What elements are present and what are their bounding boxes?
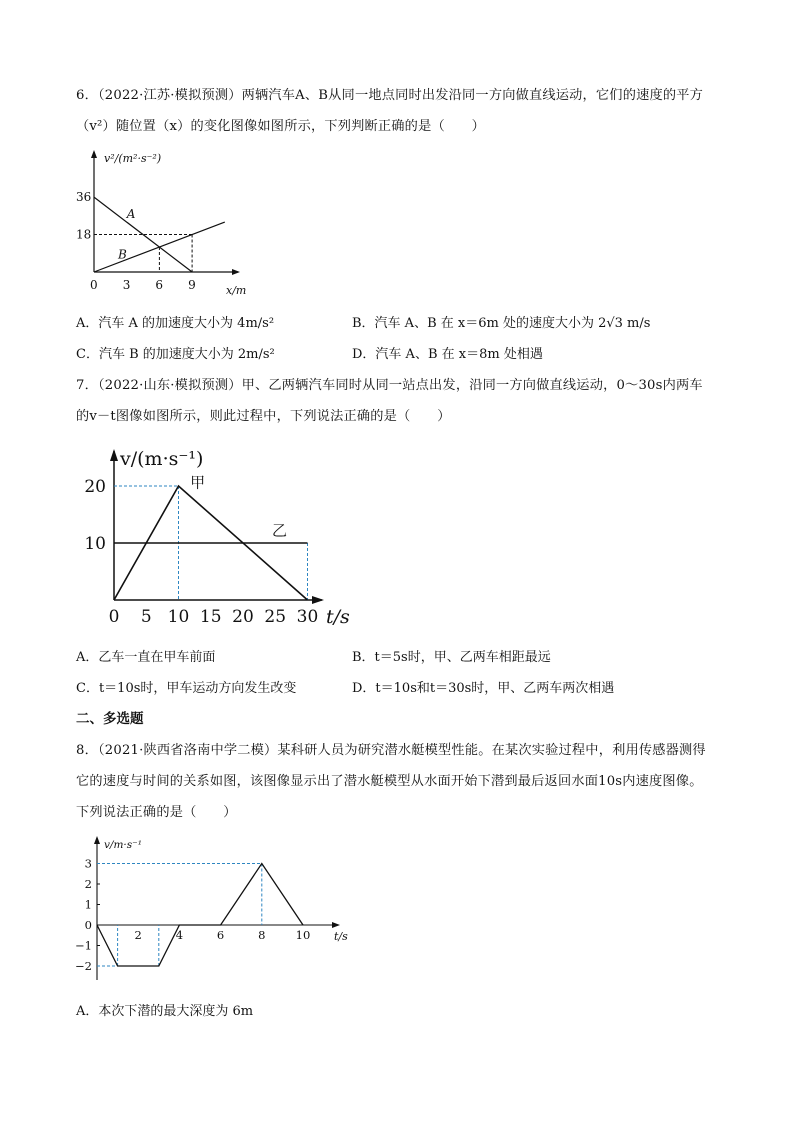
y-tick-3: 3: [84, 856, 92, 871]
x-tick-5: 5: [140, 607, 152, 627]
x-axis-label: t/s: [334, 930, 348, 943]
series-line-velocity: [97, 864, 303, 967]
y-tick-0: 0: [84, 918, 92, 932]
x-tick-20: 20: [232, 607, 254, 627]
x-axis-arrow: [312, 596, 324, 604]
y-tick-36: 36: [76, 190, 92, 205]
y-tick-18: 18: [76, 227, 92, 242]
series-label-A: A: [126, 206, 136, 221]
x-tick-10: 10: [295, 928, 311, 942]
x-tick-25: 25: [264, 607, 287, 627]
x-tick-10: 10: [167, 607, 190, 627]
series-line-A: [94, 197, 192, 272]
y-axis-label: v/m·s⁻¹: [104, 839, 142, 851]
chart-submarine-v-t: [76, 830, 366, 1000]
q7-option-d[interactable]: D．t＝10s和t＝30s时，甲、乙两车两次相遇: [352, 681, 615, 696]
x-tick-0: 0: [108, 607, 120, 627]
y-axis-label: v²/(m²·s⁻²): [104, 152, 162, 165]
x-tick-9: 9: [188, 278, 196, 292]
q6-stem-line1: 6．（2022·江苏·模拟预测）两辆汽车A、B从同一地点同时出发沿同一方向做直线运动，它们的速度的平方: [76, 88, 704, 103]
y-axis-arrow: [94, 836, 100, 844]
q6-option-a[interactable]: A．汽车 A 的加速度大小为 4m/s²: [76, 316, 275, 331]
y-tick-2: 2: [84, 877, 92, 891]
series-label-jia: 甲: [190, 473, 206, 492]
y-tick-10: 10: [84, 534, 106, 554]
q7-option-c[interactable]: C．t＝10s时，甲车运动方向发生改变: [76, 681, 297, 696]
x-tick-4: 4: [175, 928, 184, 942]
chart-v2-x: [76, 140, 306, 300]
y-tick--1: −1: [75, 938, 92, 953]
series-label-yi: 乙: [272, 521, 288, 540]
x-tick-15: 15: [199, 607, 222, 627]
x-tick-8: 8: [258, 928, 266, 942]
q8-stem-line1: 8．（2021·陕西省洛南中学二模）某科研人员为研究潜水艇模型性能。在某次实验过程中，利用传感器测得: [76, 743, 706, 758]
chart-v-t-jia-yi: [80, 435, 370, 640]
section-heading-multi-choice: 二、多选题: [76, 711, 144, 727]
y-axis-label: v/(m·s⁻¹): [120, 448, 204, 470]
x-axis-label: x/m: [226, 284, 247, 297]
x-tick-0: 0: [90, 278, 98, 292]
x-tick-3: 3: [122, 278, 131, 292]
x-axis-label: t/s: [326, 606, 350, 628]
q7-stem-line2: 的v－t图像如图所示，则此过程中，下列说法正确的是（ ）: [76, 409, 451, 424]
y-tick-20: 20: [84, 477, 106, 497]
q6-option-c[interactable]: C．汽车 B 的加速度大小为 2m/s²: [76, 347, 275, 362]
x-axis-arrow: [232, 269, 240, 275]
q7-stem-line1: 7．（2022·山东·模拟预测）甲、乙两辆汽车同时从同一站点出发，沿同一方向做直线运动，0～30s内两车: [76, 378, 703, 393]
q7-option-a[interactable]: A．乙车一直在甲车前面: [76, 650, 216, 665]
x-tick-6: 6: [216, 928, 225, 942]
q6-option-d[interactable]: D．汽车 A、B 在 x＝8m 处相遇: [352, 347, 543, 362]
x-tick-6: 6: [155, 278, 164, 292]
q7-option-b[interactable]: B．t＝5s时，甲、乙两车相距最远: [352, 650, 551, 665]
x-tick-30: 30: [296, 607, 319, 627]
x-tick-2: 2: [134, 928, 142, 942]
y-tick-1: 1: [84, 897, 92, 912]
q8-option-a[interactable]: A．本次下潜的最大深度为 6m: [76, 1004, 254, 1019]
y-tick--2: −2: [75, 959, 92, 973]
y-axis-arrow: [110, 449, 118, 461]
q8-stem-line3: 下列说法正确的是（ ）: [76, 805, 237, 820]
series-label-B: B: [117, 247, 127, 262]
q6-stem-line2: （v²）随位置（x）的变化图像如图所示，下列判断正确的是（ ）: [76, 119, 486, 134]
q8-stem-line2: 它的速度与时间的关系如图，该图像显示出了潜水艇模型从水面开始下潜到最后返回水面10s内速度图像。: [76, 774, 703, 789]
y-axis-arrow: [91, 150, 97, 158]
x-axis-arrow: [332, 922, 340, 928]
q6-option-b[interactable]: B．汽车 A、B 在 x＝6m 处的速度大小为 2√3 m/s: [352, 316, 651, 331]
